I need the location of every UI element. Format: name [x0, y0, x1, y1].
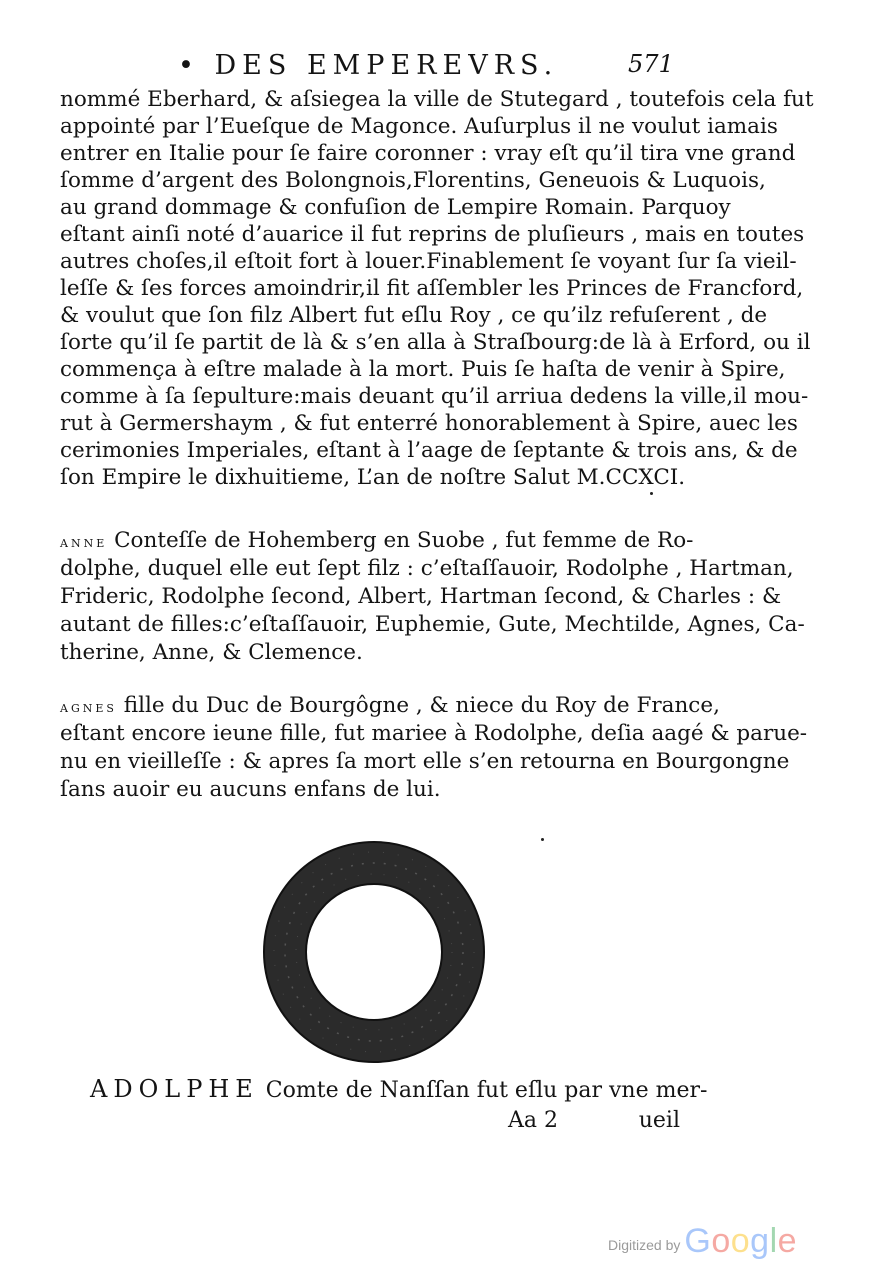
text-line: eſtant encore ieune fille, fut mariee à Rodolphe, deſia aagé & parue- [60, 721, 808, 746]
text-line: Frideric, Rodolphe ſecond, Albert, Hartman ſecond, & Charles : & [60, 584, 782, 609]
google-logo-letter: e [777, 1222, 798, 1260]
google-logo [684, 1222, 797, 1260]
text-line: nu en vieilleſſe : & apres ſa mort elle s’en retourna en Bourgongne [60, 749, 790, 774]
text-line: fille du Duc de Bourgôgne , & niece du Roy de France, [123, 693, 720, 718]
watermark-prefix: Digitized by [608, 1237, 681, 1253]
text-line: rut à Germershaym , & fut enterré honorablement à Spire, auec les [60, 411, 798, 436]
google-logo-letter: l [769, 1222, 778, 1260]
catchword: ueil [638, 1108, 680, 1133]
adolphe-text: Comte de Nanſſan fut eſlu par vne mer- [265, 1078, 708, 1103]
running-head: • DES EMPEREVRS. [178, 50, 559, 81]
text-line: therine, Anne, & Clemence. [60, 640, 363, 665]
text-line: ſans auoir eu aucuns enfans de lui. [60, 777, 441, 802]
text-line: appointé par l’Eueſque de Magonce. Auſurplus il ne voulut iamais [60, 114, 778, 139]
google-digitized-watermark [608, 1222, 797, 1261]
text-line: cerimonies Imperiales, eſtant à l’aage de ſeptante & trois ans, & de [60, 438, 798, 463]
medallion-ring-icon [262, 840, 486, 1064]
ink-speck [650, 492, 653, 495]
text-line: & voulut que ſon filz Albert fut eſlu Roy , ce qu’ilz refuſerent , de [60, 303, 768, 328]
adolphe-name: ADOLPHE [90, 1075, 259, 1103]
paragraph-anne-first-line [60, 527, 694, 558]
text-line: ſon Empire le dixhuitieme, L’an de noſtre Salut M.CCXCI. [60, 465, 686, 490]
signature-mark: Aa 2 [508, 1108, 558, 1133]
text-line: eſtant ainſi noté d’auarice il fut reprins de pluſieurs , mais en toutes [60, 222, 805, 247]
lead-name-anne: ANNE [60, 537, 108, 550]
lead-name-agnes: AGNES [60, 702, 117, 715]
text-line: ſorte qu’il ſe partit de là & s’en alla à Straſbourg:de là à Erford, ou il [60, 330, 811, 355]
text-line: entrer en Italie pour ſe faire coronner : vray eſt qu’il tira vne grand [60, 141, 796, 166]
text-line: au grand dommage & confuſion de Lempire Romain. Parquoy [60, 195, 731, 220]
page-number: 571 [628, 50, 674, 78]
text-line: ſomme d’argent des Bolongnois,Florentins, Geneuois & Luquois, [60, 168, 766, 193]
text-line: nommé Eberhard, & aſsiegea la ville de Stutegard , toutefois cela fut [60, 87, 814, 112]
ink-speck [541, 838, 544, 841]
text-line: comme à ſa ſepulture:mais deuant qu’il arriua dedens la ville,il mou- [60, 384, 809, 409]
paragraph-agnes-first-line [60, 692, 720, 723]
text-line: Conteſſe de Hohemberg en Suobe , fut femme de Ro- [114, 528, 694, 553]
text-line: autres choſes,il eſtoit fort à louer.Finablement ſe voyant ſur ſa vieil- [60, 249, 797, 274]
google-logo-letter: g [750, 1222, 770, 1260]
text-line: commença à eſtre malade à la mort. Puis ſe haſta de venir à Spire, [60, 357, 786, 382]
google-logo-letter: o [730, 1222, 751, 1260]
text-line: leſſe & ſes forces amoindrir,il fit aſſembler les Princes de Francford, [60, 276, 804, 301]
text-line: dolphe, duquel elle eut ſept filz : c’eſtaſſauoir, Rodolphe , Hartman, [60, 556, 794, 581]
text-line: autant de filles:c’eſtaſſauoir, Euphemie, Gute, Mechtilde, Agnes, Ca- [60, 612, 805, 637]
google-logo-letter: G [684, 1222, 712, 1260]
google-logo-letter: o [711, 1222, 731, 1260]
signature-line [508, 1106, 680, 1136]
adolphe-heading-line [90, 1074, 708, 1106]
